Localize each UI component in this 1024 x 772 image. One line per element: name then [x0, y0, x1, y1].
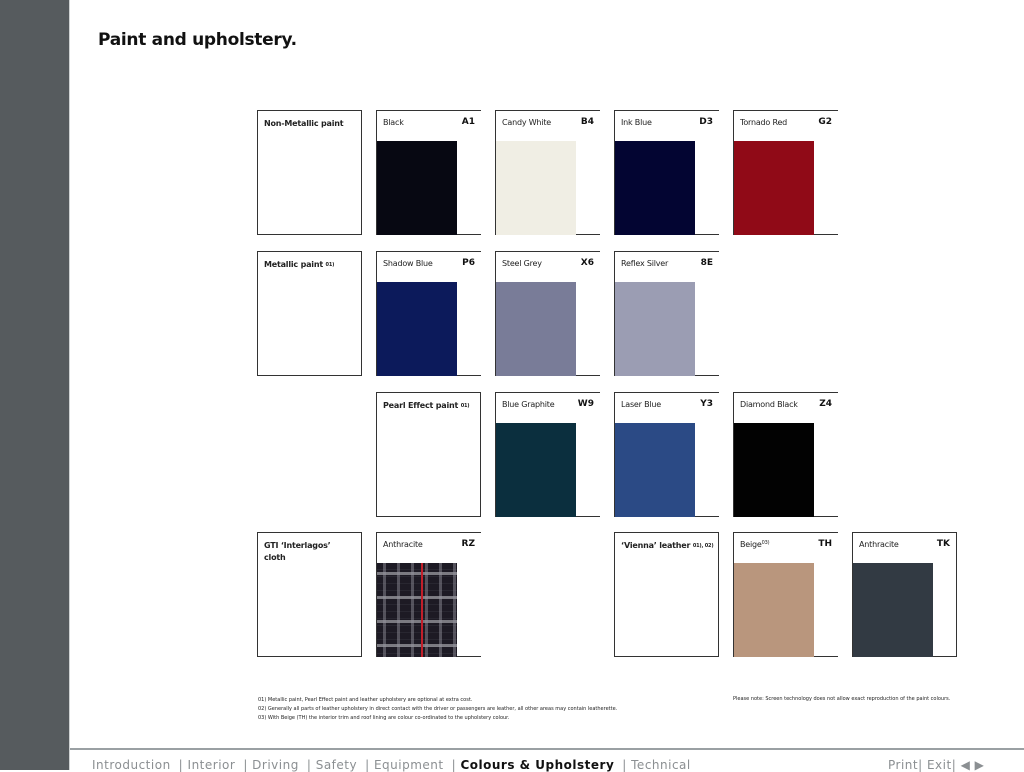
nav-next-icon[interactable]: ▶ — [974, 758, 985, 772]
nav-equipment[interactable]: Equipment — [373, 758, 444, 772]
footnotes — [258, 696, 617, 723]
color-swatch — [377, 563, 457, 657]
category-label: GTI ‘Interlagos’ cloth — [264, 541, 331, 562]
nav-interior[interactable]: Interior — [187, 758, 236, 772]
nav-introduction[interactable]: Introduction — [92, 758, 171, 772]
color-swatch — [734, 423, 814, 517]
swatch-code: B4 — [580, 117, 594, 127]
swatch-card-black — [376, 110, 481, 235]
bottom-divider — [70, 748, 1024, 750]
swatch-code: W9 — [577, 399, 594, 409]
nav-prev-icon[interactable]: ◀ — [960, 758, 971, 772]
nav-driving[interactable]: Driving — [252, 758, 299, 772]
label-card-metallic — [257, 251, 362, 376]
swatch-code: X6 — [580, 258, 594, 268]
color-swatch — [734, 563, 814, 657]
color-swatch — [853, 563, 933, 657]
category-label: ‘Vienna’ leather $^{01), 02)}$ — [621, 541, 714, 550]
swatch-name: Anthracite — [859, 540, 899, 549]
swatch-card-laser-blue — [614, 392, 719, 517]
swatch-card-anthracite-leather — [852, 532, 957, 657]
swatch-card-tornado-red — [733, 110, 838, 235]
nav-colours-upholstery[interactable]: Colours & Upholstery — [460, 758, 615, 772]
swatch-name: Reflex Silver — [621, 259, 669, 268]
swatch-card-beige — [733, 532, 838, 657]
swatch-card-candy-white — [495, 110, 600, 235]
color-swatch — [496, 141, 576, 235]
swatch-code: A1 — [461, 117, 475, 127]
label-card-gti-cloth — [257, 532, 362, 657]
page-title: Paint and upholstery. — [98, 30, 297, 50]
footnote-3: 03) With Beige (TH) the interior trim and roof lining are colour co-ordinated to the upholstery colour. — [258, 715, 510, 721]
swatch-name: Ink Blue — [621, 118, 652, 127]
swatch-card-diamond-black — [733, 392, 838, 517]
swatch-code: D3 — [699, 117, 713, 127]
nav-technical[interactable]: Technical — [631, 758, 691, 772]
nav-exit[interactable]: Exit — [926, 758, 952, 772]
swatch-name: Anthracite — [383, 540, 423, 549]
swatch-card-steel-grey — [495, 251, 600, 376]
color-swatch — [377, 282, 457, 376]
color-swatch — [615, 282, 695, 376]
swatch-name: Beige$^{03)}$ — [740, 540, 770, 549]
swatch-name: Tornado Red — [740, 118, 788, 127]
swatch-code: Y3 — [700, 399, 713, 409]
color-swatch — [496, 423, 576, 517]
label-card-non-metallic — [257, 110, 362, 235]
bottom-nav: Introduction | Interior | Driving | Safety | Equipment | Colours & Upholstery | Technical — [92, 758, 691, 772]
swatch-card-ink-blue — [614, 110, 719, 235]
color-swatch — [734, 141, 814, 235]
bottom-nav-right: Print| Exit| ◀ ▶ — [888, 758, 985, 772]
category-label: Metallic paint $^{01)}$ — [264, 260, 335, 269]
footnote-2: 02) Generally all parts of leather upholstery in direct contact with the driver or passengers are leather, all other areas may contain leatherette. — [258, 706, 618, 712]
category-label: Non-Metallic paint — [264, 119, 344, 128]
swatch-card-blue-graphite — [495, 392, 600, 517]
label-card-vienna-leather — [614, 532, 719, 657]
swatch-code: 8E — [700, 258, 713, 268]
color-swatch — [615, 141, 695, 235]
swatch-card-shadow-blue — [376, 251, 481, 376]
color-swatch — [615, 423, 695, 517]
swatch-card-reflex-silver — [614, 251, 719, 376]
swatch-name: Steel Grey — [502, 259, 542, 268]
swatch-code: TK — [936, 539, 950, 549]
swatch-name: Blue Graphite — [502, 400, 555, 409]
color-swatch — [377, 141, 457, 235]
nav-safety[interactable]: Safety — [315, 758, 358, 772]
footnote-1: 01) Metallic paint, Pearl Effect paint and leather upholstery are optional at extra cost. — [258, 697, 473, 703]
swatch-code: RZ — [461, 539, 475, 549]
swatch-name: Black — [383, 118, 404, 127]
screen-note: Please note: Screen technology does not allow exact reproduction of the paint colours. — [733, 696, 951, 702]
swatch-code: G2 — [818, 117, 832, 127]
swatch-name: Diamond Black — [740, 400, 798, 409]
swatch-code: P6 — [462, 258, 475, 268]
swatch-name: Candy White — [502, 118, 551, 127]
swatch-code: TH — [818, 539, 832, 549]
swatch-name: Shadow Blue — [383, 259, 433, 268]
category-label: Pearl Effect paint $^{01)}$ — [383, 401, 470, 410]
color-swatch — [496, 282, 576, 376]
swatch-name: Laser Blue — [621, 400, 661, 409]
sidebar-strip — [0, 0, 69, 770]
swatch-card-anthracite-cloth — [376, 532, 481, 657]
nav-print[interactable]: Print — [888, 758, 919, 772]
label-card-pearl-effect — [376, 392, 481, 517]
swatch-code: Z4 — [819, 399, 832, 409]
